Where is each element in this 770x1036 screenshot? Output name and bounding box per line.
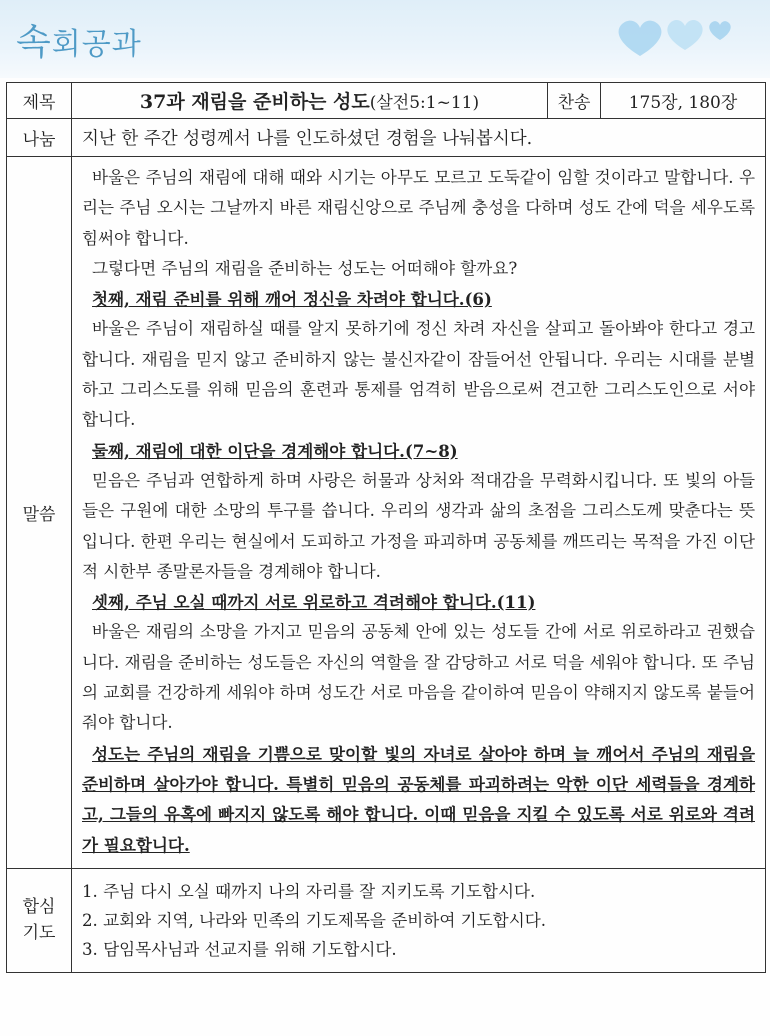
- point-text: 믿음은 주님과 연합하게 하며 사랑은 허물과 상처와 적대감을 무력화시킵니다. 또 빛의 아들들은 구원에 대한 소망의 투구를 씁니다. 우리의 생각과 삶의 초점을 그리스도께 맞춘다는 뜻입니다. 한편 우리는 현실에서 도피하고 가정을 파괴하며 공동체를 깨뜨리는 목적을 가진 이단적 시한부 종말론자들을 경계해야 합니다.: [82, 470, 755, 581]
- heart-icon: [667, 20, 702, 50]
- point-text: 바울은 재림의 소망을 가지고 믿음의 공동체 안에 있는 성도들 간에 서로 위로하라고 권했습니다. 재림을 준비하는 성도들은 자신의 역할을 잘 감당하고 서로 덕을 세워야 합니다. 또 주님의 교회를 건강하게 세워야 하며 성도간 서로 마음을 같이하여 믿음이 약해지지 않도록 붙들어 줘야 합니다.: [82, 622, 755, 733]
- sermon-body: [72, 157, 766, 869]
- prayer-label-line2: 기도: [22, 923, 56, 944]
- sermon-label: 말씀: [7, 157, 72, 869]
- prayer-label: [7, 868, 72, 972]
- prayer-label-line1: 합심: [22, 897, 56, 918]
- scripture-reference: (살전5:1~11): [369, 93, 480, 113]
- lesson-title: 37과 재림을 준비하는 성도: [139, 91, 370, 113]
- banner-title-rest: 회공과: [51, 27, 142, 62]
- point-heading: 첫째, 재림 준비를 위해 깨어 정신을 차려야 합니다.(6): [92, 289, 492, 310]
- hymn-numbers: 175장, 180장: [601, 83, 766, 119]
- prayer-item: 1. 주님 다시 오실 때까지 나의 자리를 잘 지키도록 기도합시다.: [82, 881, 536, 901]
- hearts-decoration: [580, 4, 740, 70]
- point-heading: 둘째, 재림에 대한 이단을 경계해야 합니다.(7~8): [92, 440, 458, 461]
- share-label: 나눔: [7, 119, 72, 157]
- banner-title: [16, 14, 142, 65]
- point-text: 바울은 주님이 재림하실 때를 알지 못하기에 정신 차려 자신을 살피고 돌아봐야 한다고 경고합니다. 재림을 믿지 않고 준비하지 않는 불신자같이 잠들어선 안됩니다. 우리는 시대를 분별하고 그리스도를 위해 믿음의 훈련과 통제를 엄격히 받음으로써 견고한 그리스도인으로 서야 합니다.: [82, 319, 755, 430]
- prayer-list: [72, 868, 766, 972]
- heart-icon: [709, 21, 730, 40]
- lesson-title-cell: [72, 83, 548, 119]
- heart-icon: [619, 21, 662, 56]
- conclusion-paragraph: 성도는 주님의 재림을 기쁨으로 맞이할 빛의 자녀로 살아야 하며 늘 깨어서 주님의 재림을 준비하며 살아가야 합니다. 특별히 믿음의 공동체를 파괴하려는 악한 이단 세력들을 경계하고, 그들의 유혹에 빠지지 않도록 해야 합니다. 이때 믿음을 지킬 수 있도록 서로 위로와 격려가 필요합니다.: [82, 743, 755, 855]
- prayer-item: 2. 교회와 지역, 나라와 민족의 기도제목을 준비하여 기도합시다.: [82, 910, 547, 930]
- hymn-label: 찬송: [548, 83, 601, 119]
- prayer-item: 3. 담임목사님과 선교지를 위해 기도합시다.: [82, 939, 397, 959]
- share-prompt: 지난 한 주간 성령께서 나를 인도하셨던 경험을 나눠봅시다.: [72, 119, 766, 157]
- intro-question: 그렇다면 주님의 재림을 준비하는 성도는 어떠해야 할까요?: [92, 258, 518, 278]
- lesson-table: [6, 82, 766, 973]
- title-label: 제목: [7, 83, 72, 119]
- header-banner: [0, 0, 770, 78]
- banner-title-first: 속: [16, 22, 52, 63]
- point-heading: 셋째, 주님 오실 때까지 서로 위로하고 격려해야 합니다.(11): [92, 592, 536, 613]
- intro-paragraph: 바울은 주님의 재림에 대해 때와 시기는 아무도 모르고 도둑같이 임할 것이라고 말합니다. 우리는 주님 오시는 그날까지 바른 재림신앙으로 주님께 충성을 다하며 성도 간에 덕을 세우도록 힘써야 합니다.: [82, 168, 755, 248]
